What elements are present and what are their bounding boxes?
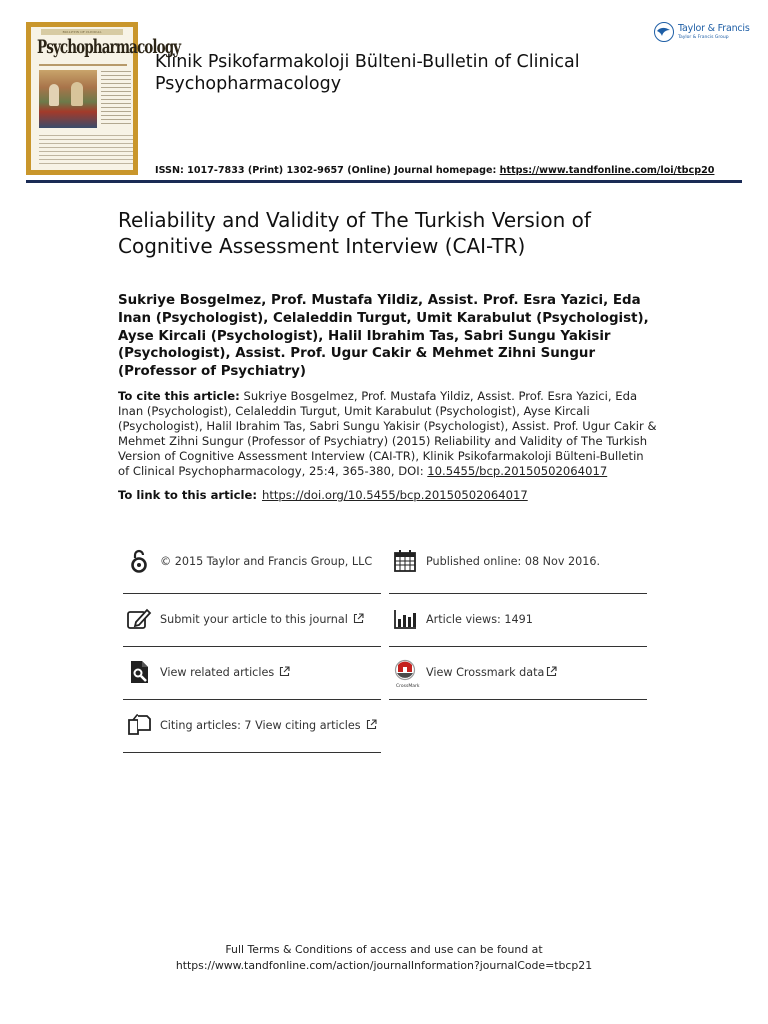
issn-text: ISSN: 1017-7833 (Print) 1302-9657 (Online) Journal homepage: bbox=[155, 165, 500, 176]
cite-text: Sukriye Bosgelmez, Prof. Mustafa Yildiz, Assist. Prof. Esra Yazici, Eda Inan (Psychologist), Celaleddin Turgut, Umit Karabulut (Psychologist), Ayse Kircali (Psychologist), Halil Ibrahim Tas, Sabri Sungu Yakisir (Psychologist), Assist. Prof. Ugur Cakir & Mehmet Zihni Sungur (Professor of Psychiatry) (2015) Reliability and Validity of The Turkish Version of Cognitive Assessment Interview (CAI-TR), Klinik Psikofarmakoloji Bülteni-Bulletin of Clinical Psychopharmacology, 25:4, 365-380, DOI: bbox=[118, 389, 657, 478]
article-title: Reliability and Validity of The Turkish Version of Cognitive Assessment Interview (CAI-TR) bbox=[118, 208, 591, 258]
submit-article-cell[interactable] bbox=[123, 594, 381, 647]
publisher-name: Taylor & Francis bbox=[678, 23, 750, 34]
header-divider bbox=[26, 180, 742, 183]
copyright-cell bbox=[123, 536, 381, 589]
link-label: To link to this article: bbox=[118, 488, 257, 502]
article-doi-url[interactable]: https://doi.org/10.5455/bcp.20150502064017 bbox=[261, 488, 528, 502]
cover-inner bbox=[31, 27, 181, 170]
related-articles-link[interactable]: View related articles bbox=[160, 666, 275, 679]
publisher-sub: Taylor & Francis Group bbox=[678, 35, 729, 40]
tf-logo-icon bbox=[654, 22, 674, 42]
citing-articles-cell[interactable] bbox=[123, 700, 381, 753]
crossmark-cell[interactable] bbox=[389, 647, 647, 700]
related-articles-cell[interactable] bbox=[123, 647, 381, 700]
journal-cover[interactable] bbox=[26, 22, 181, 175]
journal-title[interactable]: Klinik Psikofarmakoloji Bülteni-Bulletin of Clinical Psychopharmacology bbox=[155, 52, 580, 94]
cover-top-label: BULLETIN OF CLINICAL bbox=[41, 29, 123, 35]
external-link-icon bbox=[546, 666, 557, 677]
cover-title: Psychopharmacology bbox=[37, 37, 181, 59]
article-views: Article views: 1491 bbox=[426, 613, 533, 626]
footer-line-1: Full Terms & Conditions of access and use can be found at bbox=[225, 943, 543, 956]
bar-chart-icon bbox=[393, 606, 417, 632]
copyright-text: © 2015 Taylor and Francis Group, LLC bbox=[160, 555, 373, 568]
crossmark-link[interactable]: View Crossmark data bbox=[426, 666, 545, 679]
external-link-icon bbox=[353, 613, 364, 624]
divider bbox=[123, 752, 381, 753]
cover-subtitle-bar bbox=[39, 64, 127, 66]
issn-line bbox=[155, 165, 714, 176]
crossmark-icon bbox=[393, 659, 417, 685]
open-access-icon bbox=[127, 548, 151, 574]
search-document-icon bbox=[127, 659, 151, 685]
cover-illustration bbox=[39, 70, 97, 128]
article-link-line bbox=[118, 488, 528, 502]
citing-articles-icon bbox=[127, 712, 151, 738]
external-link-icon bbox=[279, 666, 290, 677]
citing-articles-link[interactable]: Citing articles: 7 View citing articles bbox=[160, 719, 361, 732]
publisher-logo[interactable] bbox=[654, 21, 750, 47]
article-authors: Sukriye Bosgelmez, Prof. Mustafa Yildiz, Assist. Prof. Esra Yazici, Eda Inan (Psychologist), Celaleddin Turgut, Umit Karabulut (Psychologist), Ayse Kircali (Psychologist), Halil Ibrahim Tas, Sabri Sungu Yakisir (Psychologist), Assist. Prof. Ugur Cakir & Mehmet Zihni Sungur (Professor of Psychiatry) bbox=[118, 293, 649, 380]
cover-contents bbox=[39, 135, 133, 165]
external-link-icon bbox=[366, 719, 377, 730]
calendar-icon bbox=[393, 548, 417, 574]
doi-link[interactable]: 10.5455/bcp.20150502064017 bbox=[427, 464, 608, 478]
journal-homepage-link[interactable]: https://www.tandfonline.com/loi/tbcp20 bbox=[499, 165, 715, 176]
cover-side-text bbox=[101, 71, 131, 127]
cite-label: To cite this article: bbox=[118, 389, 240, 403]
edit-icon bbox=[127, 606, 151, 632]
citation-block bbox=[118, 389, 658, 479]
article-views-cell bbox=[389, 594, 647, 647]
divider bbox=[389, 699, 647, 700]
footer-terms-link[interactable]: https://www.tandfonline.com/action/journalInformation?journalCode=tbcp21 bbox=[175, 958, 593, 972]
crossmark-badge-text: CrossMark bbox=[396, 684, 420, 689]
submit-article-link[interactable]: Submit your article to this journal bbox=[160, 613, 348, 626]
footer-terms bbox=[0, 942, 768, 973]
published-cell bbox=[389, 536, 647, 589]
published-date: Published online: 08 Nov 2016. bbox=[426, 555, 601, 568]
